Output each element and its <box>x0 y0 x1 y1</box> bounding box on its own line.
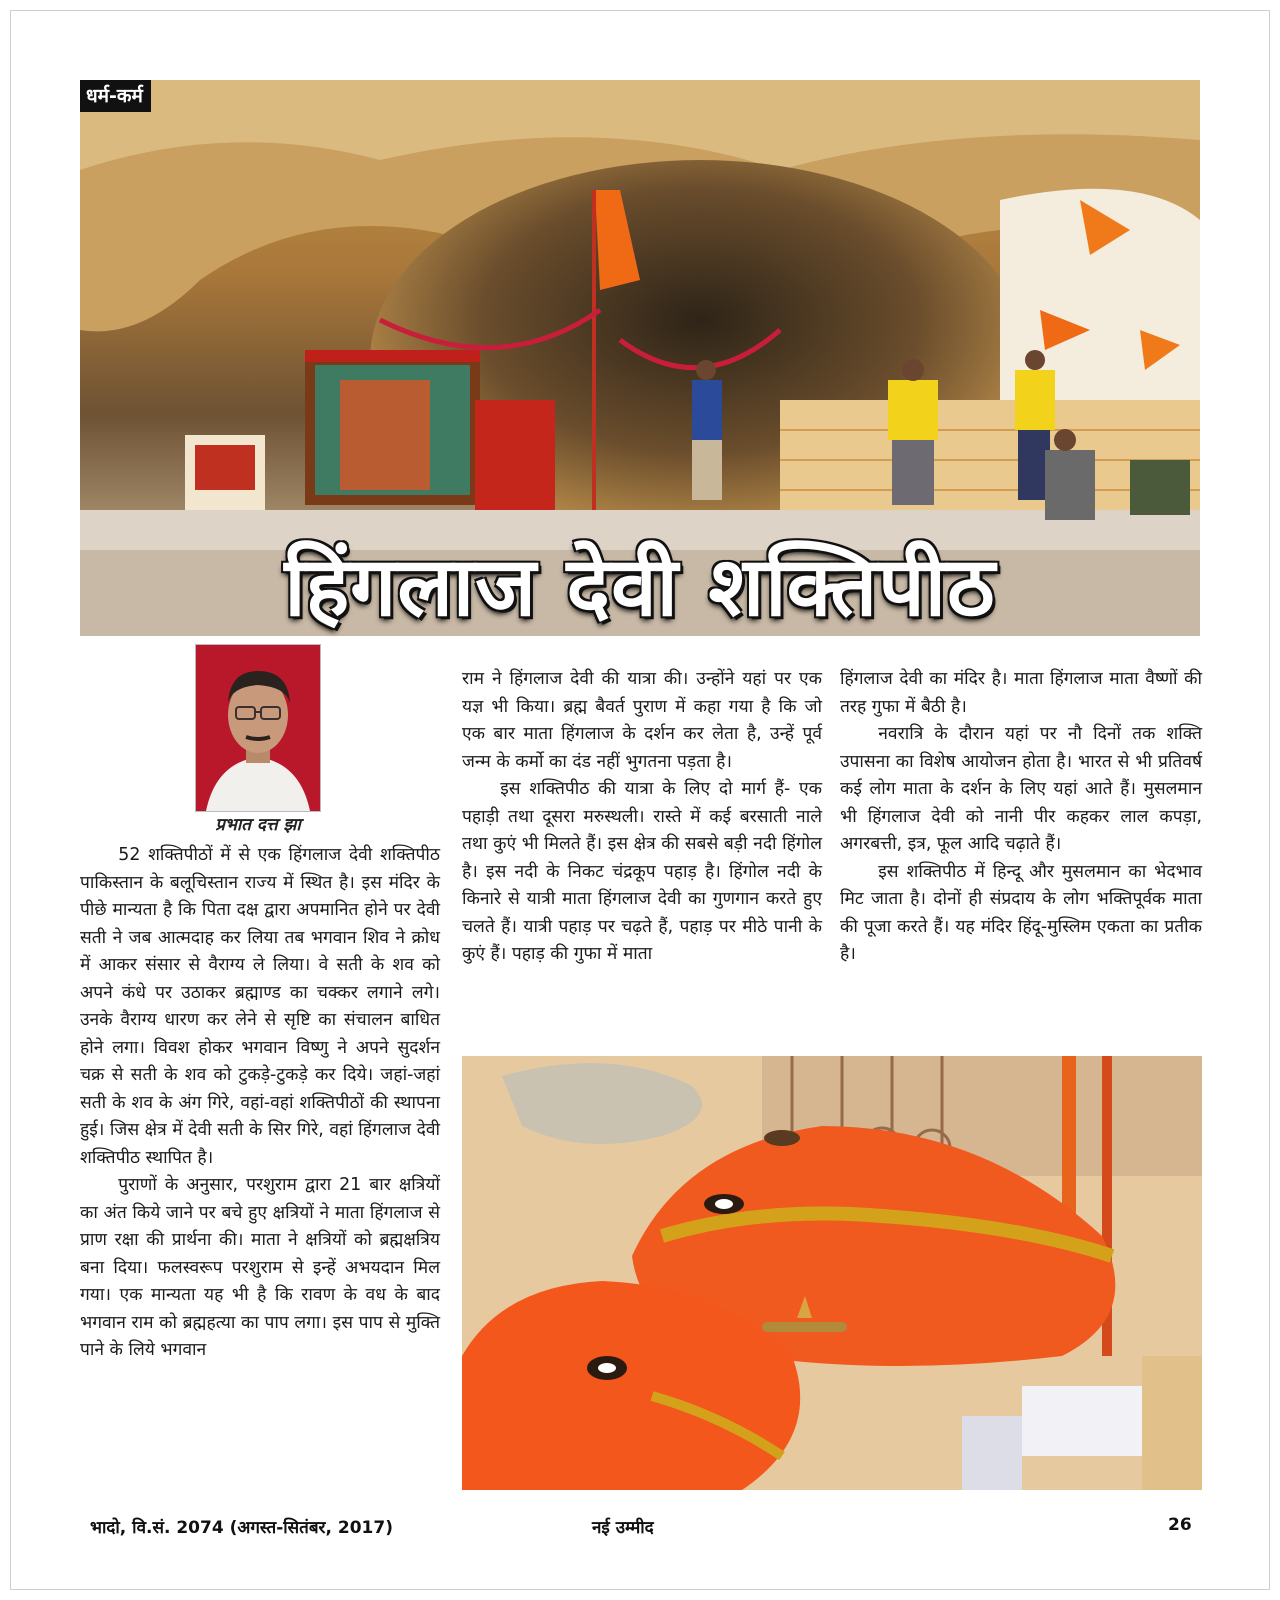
paragraph: नवरात्रि के दौरान यहां पर नौ दिनों तक शक्ति उपासना का विशेष आयोजन होता है। भारत से भी प्रतिवर्ष कई लोग माता के दर्शन के लिए यहां आते हैं। मुसलमान भी हिंगलाज देवी को नानी पीर कहकर लाल कपड़ा, अगरबत्ती, इत्र, फूल आदि चढ़ाते हैं। <box>840 724 1202 854</box>
idol-photo <box>462 1056 1202 1490</box>
paragraph: इस शक्तिपीठ की यात्रा के लिए दो मार्ग हैं- एक पहाड़ी तथा दूसरा मरुस्थली। रास्ते में कई बरसाती नाले तथा कुएं भी मिलते हैं। इस क्षेत्र की सबसे बड़ी नदी हिंगोल है। इस नदी के निकट चंद्रकूप पहाड़ है। हिंगोल नदी के किनारे से यात्री माता हिंगलाज देवी का गुणगान करते हुए चलते हैं। यात्री पहाड़ पर चढ़ते हैं, पहाड़ पर मीठे पानी के कुएं हैं। पहाड़ की गुफा में माता <box>462 779 822 964</box>
section-tag: धर्म-कर्म <box>80 80 151 112</box>
article-column-2 <box>462 666 822 969</box>
author-name: प्रभात दत्त झा <box>215 815 301 835</box>
footer-magazine: नई उम्मीद <box>592 1518 654 1538</box>
paragraph: 52 शक्तिपीठों में से एक हिंगलाज देवी शक्तिपीठ पाकिस्तान के बलूचिस्तान राज्य में स्थित है। इस मंदिर के पीछे मान्यता है कि पिता दक्ष द्वारा अपमानित होने पर देवी सती ने जब आत्मदाह कर लिया तब भगवान शिव ने क्रोध में आकर संसार से वैराग्य ले लिया। वे सती के शव को अपने कंधे पर उठाकर ब्रह्माण्ड का चक्कर लगाने लगे। उनके वैराग्य धारण कर लेने से सृष्टि का संचालन बाधित होने लगा। विवश होकर भगवान विष्णु ने अपने सुदर्शन चक्र से सती के शव को टुकड़े-टुकड़े कर दिये। जहां-जहां सती के शव के अंग गिरे, वहां-वहां शक्तिपीठों की स्थापना हुई। जिस क्षेत्र में देवी सती के सिर गिरे, वहां हिंगलाज देवी शक्तिपीठ स्थापित है। <box>80 845 440 1168</box>
page-number: 26 <box>1168 1515 1192 1535</box>
article-column-1 <box>80 842 440 1365</box>
article-column-3 <box>840 666 1202 969</box>
footer-issue: भादो, वि.सं. 2074 (अगस्त-सितंबर, 2017) <box>90 1518 393 1538</box>
paragraph: हिंगलाज देवी का मंदिर है। माता हिंगलाज माता वैष्णों की तरह गुफा में बैठी है। <box>840 669 1202 717</box>
paragraph: इस शक्तिपीठ में हिन्दू और मुसलमान का भेदभाव मिट जाता है। दोनों ही संप्रदाय के लोग भक्तिपूर्वक माता की पूजा करते हैं। यह मंदिर हिंदू-मुस्लिम एकता का प्रतीक है। <box>840 861 1202 964</box>
paragraph: पुराणों के अनुसार, परशुराम द्वारा 21 बार क्षत्रियों का अंत किये जाने पर बचे हुए क्षत्रियों ने माता हिंगलाज से प्राण रक्षा की प्रार्थना की। माता ने क्षत्रियों को ब्रह्मक्षत्रिय बना दिया। फलस्वरूप परशुराम से इन्हें अभयदान मिल गया। एक मान्यता यह भी है कि रावण के वध के बाद भगवान राम को ब्रह्महत्या का पाप लगा। इस पाप से मुक्ति पाने के लिये भगवान <box>80 1175 440 1360</box>
article-headline: हिंगलाज देवी शक्तिपीठ <box>284 540 996 635</box>
author-photo <box>195 644 321 812</box>
paragraph: राम ने हिंगलाज देवी की यात्रा की। उन्होंने यहां पर एक यज्ञ भी किया। ब्रह्म बैवर्त पुराण में कहा गया है कि जो एक बार माता हिंगलाज के दर्शन कर लेता है, उन्हें पूर्व जन्म के कर्मो का दंड नहीं भुगतना पड़ता है। <box>462 669 822 772</box>
